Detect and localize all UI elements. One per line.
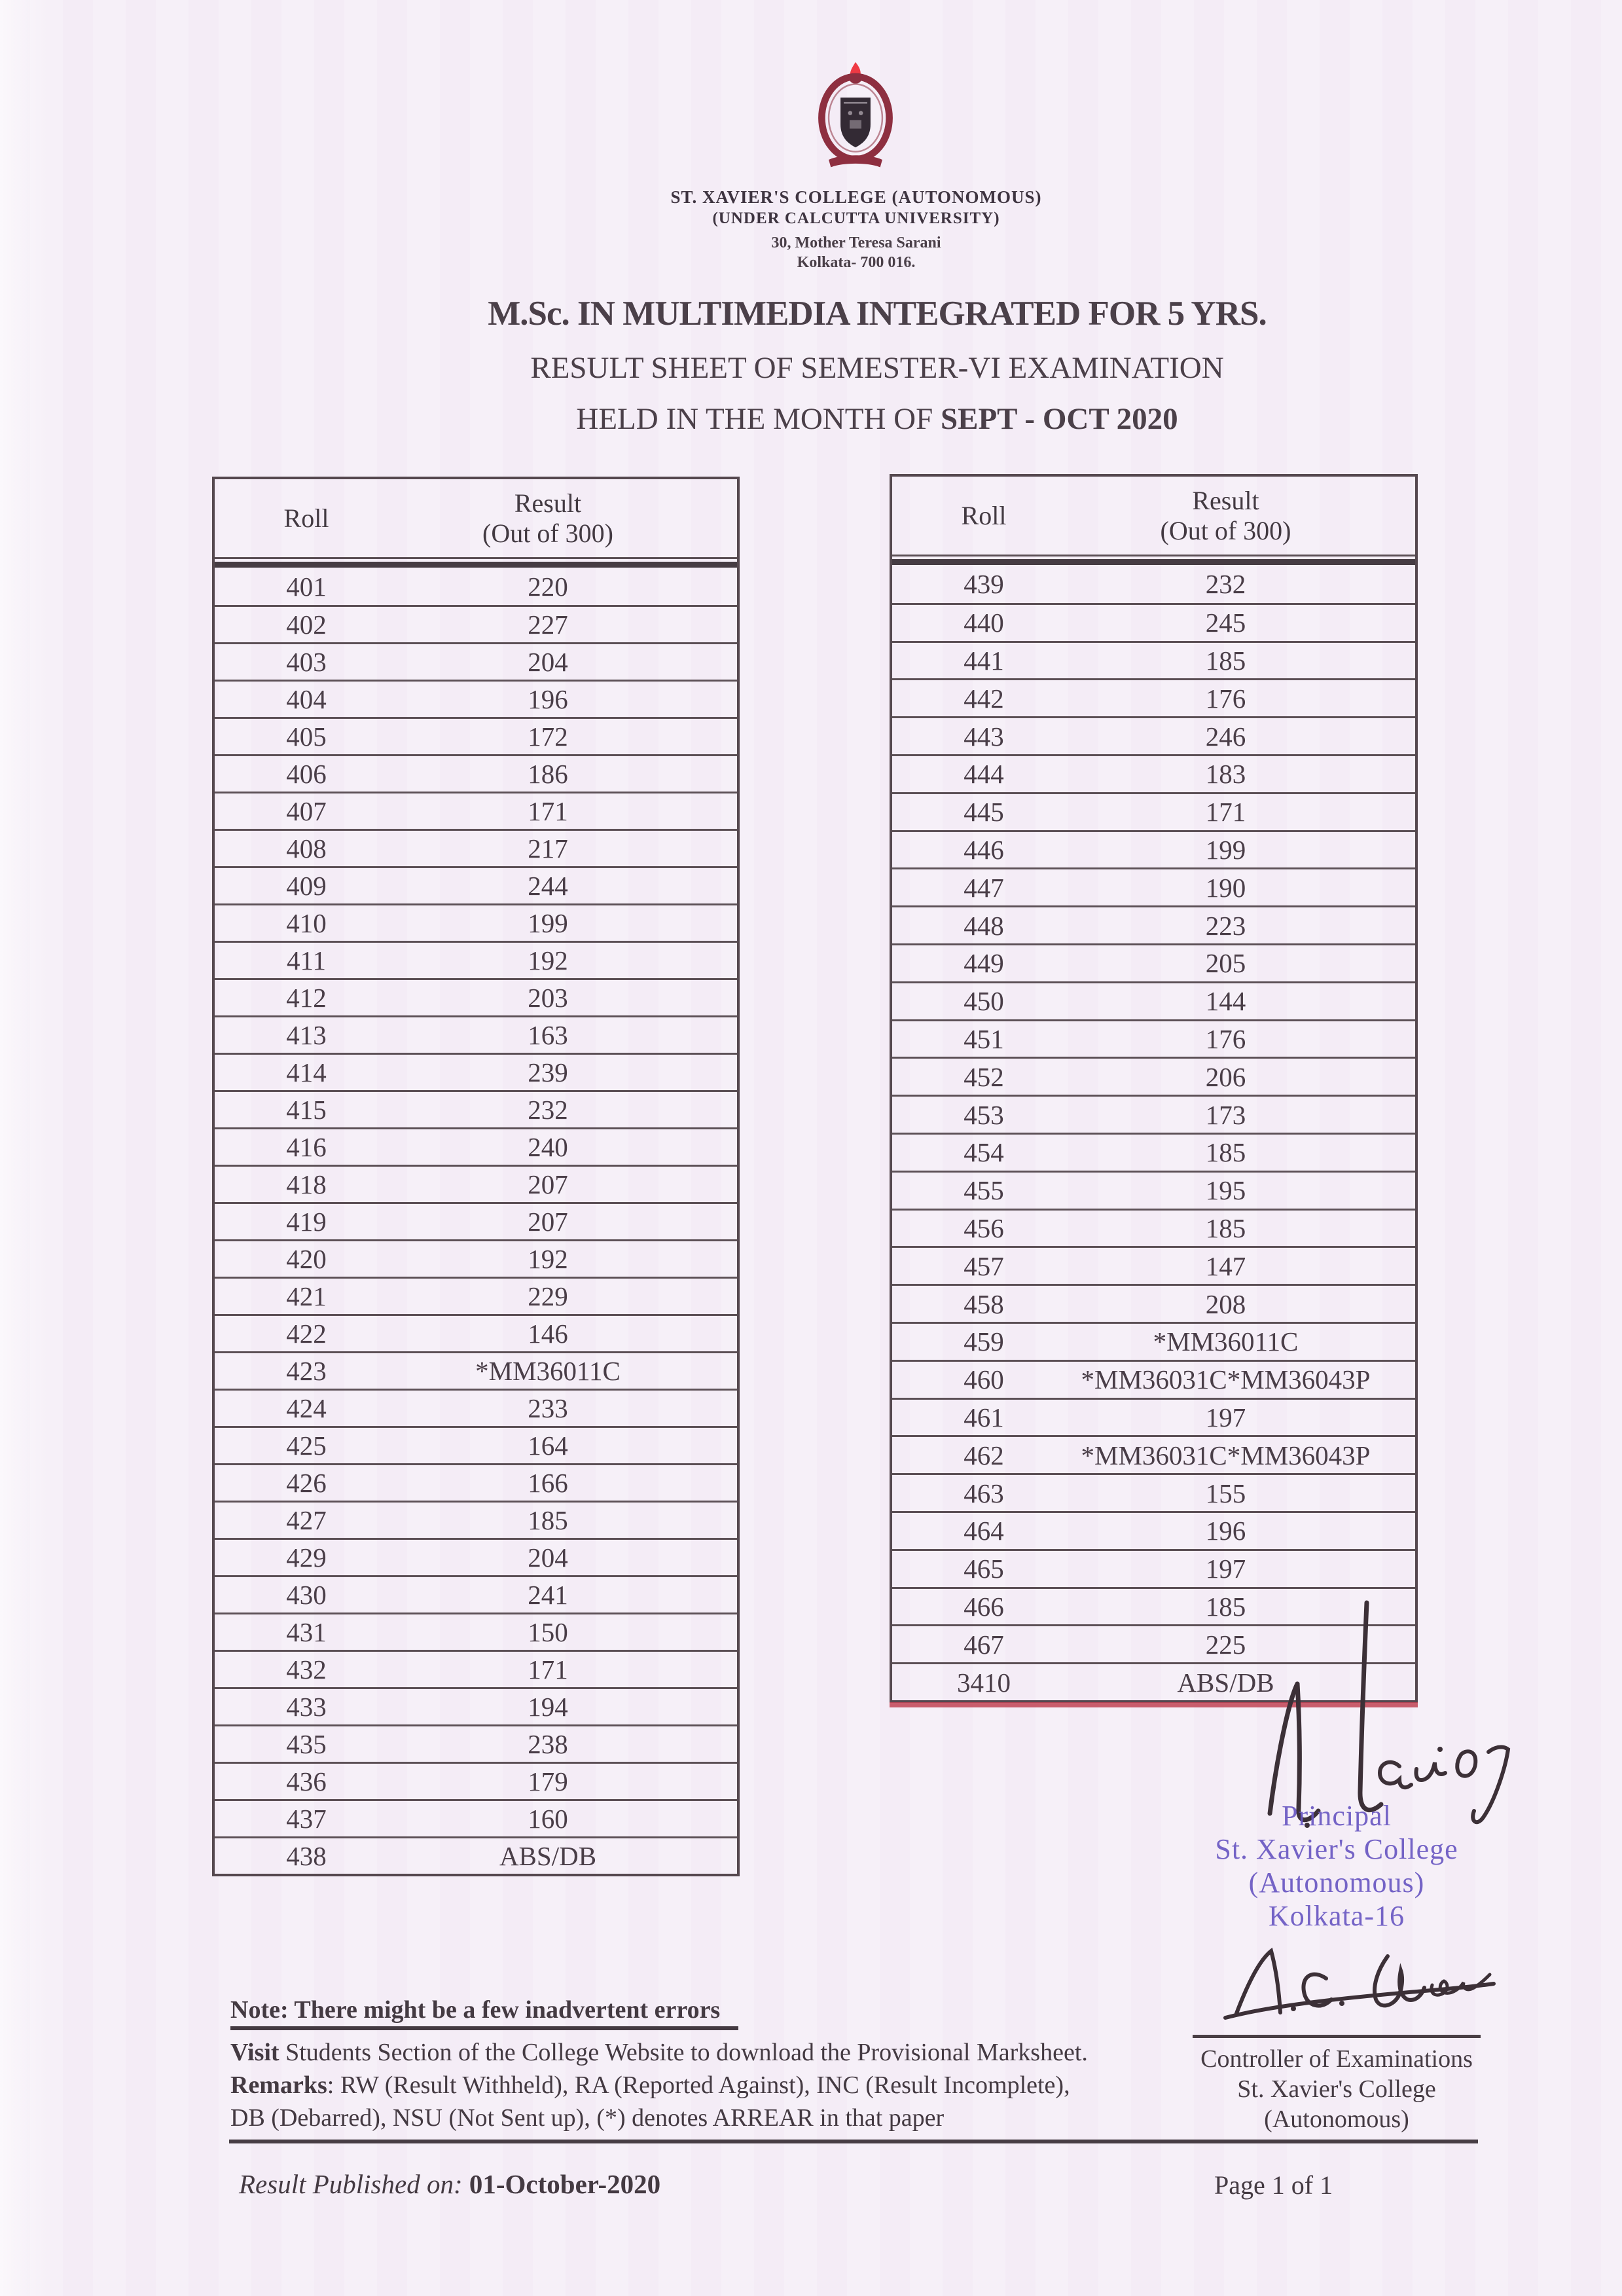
note-visit-line <box>230 2036 1278 2069</box>
result-cell: 199 <box>528 908 568 938</box>
held-month: SEPT - OCT 2020 <box>940 402 1178 436</box>
table-row <box>215 1836 737 1874</box>
table-row <box>215 1053 737 1090</box>
roll-cell: 442 <box>964 683 1004 714</box>
roll-cell: 418 <box>286 1169 327 1199</box>
table-row <box>892 1398 1415 1436</box>
college-address-line2: Kolkata- 700 016. <box>797 254 916 271</box>
roll-cell: 438 <box>286 1841 327 1871</box>
roll-cell: 467 <box>964 1629 1004 1660</box>
result-cell: 176 <box>1205 683 1246 714</box>
roll-cell: 437 <box>286 1804 327 1834</box>
result-cell: 205 <box>1205 948 1246 979</box>
roll-cell: 416 <box>286 1132 327 1162</box>
roll-cell: 413 <box>286 1020 327 1050</box>
roll-cell: 431 <box>286 1617 327 1647</box>
result-cell: 194 <box>528 1692 568 1722</box>
roll-cell: 459 <box>964 1326 1004 1357</box>
result-cell: 208 <box>1205 1288 1246 1319</box>
result-cell: 197 <box>1205 1554 1246 1584</box>
remarks-bold: Remarks <box>230 2071 327 2099</box>
table-row <box>215 1613 737 1650</box>
table-row <box>892 943 1415 981</box>
table-row <box>215 1165 737 1202</box>
roll-cell: 425 <box>286 1430 327 1461</box>
roll-cell: 411 <box>287 945 326 975</box>
table-row <box>215 605 737 642</box>
roll-cell: 461 <box>964 1402 1004 1432</box>
result-cell: 164 <box>528 1430 568 1461</box>
table-row <box>215 642 737 680</box>
table-row <box>892 641 1415 679</box>
published-date: 01-October-2020 <box>469 2169 661 2199</box>
roll-cell: 419 <box>286 1207 327 1237</box>
roll-cell: 405 <box>286 721 327 752</box>
table-row <box>215 941 737 978</box>
result-cell: 160 <box>528 1804 568 1834</box>
result-cell: 203 <box>528 983 568 1013</box>
roll-cell: 466 <box>964 1591 1004 1622</box>
result-cell: ABS/DB <box>1177 1667 1274 1698</box>
roll-cell: 433 <box>286 1692 327 1722</box>
result-cell: 144 <box>1205 986 1246 1017</box>
table-row <box>215 1575 737 1613</box>
roll-cell: 443 <box>964 721 1004 752</box>
roll-cell: 445 <box>964 797 1004 828</box>
result-cell: 183 <box>1205 759 1246 790</box>
college-name: ST. XAVIER'S COLLEGE (AUTONOMOUS) <box>670 187 1042 207</box>
result-cell: 195 <box>1205 1175 1246 1206</box>
table-row <box>892 1019 1415 1057</box>
page-indicator: Page 1 of 1 <box>1214 2170 1333 2200</box>
stamp-autonomous: (Autonomous) <box>1248 1867 1425 1899</box>
roll-cell: 454 <box>964 1137 1004 1168</box>
roll-cell: 414 <box>286 1057 327 1087</box>
roll-cell: 462 <box>964 1440 1004 1470</box>
controller-college: St. Xavier's College <box>1237 2075 1436 2103</box>
header-separator <box>892 559 1415 565</box>
result-cell: 227 <box>528 610 568 640</box>
roll-cell: 403 <box>286 647 327 677</box>
result-cell: 185 <box>1205 645 1246 676</box>
table-row <box>892 754 1415 792</box>
roll-cell: 423 <box>286 1356 327 1386</box>
exam-held-line <box>134 401 1620 437</box>
roll-cell: 441 <box>964 645 1004 676</box>
result-cell: 217 <box>528 833 568 864</box>
stamp-college: St. Xavier's College <box>1215 1833 1458 1865</box>
table-row <box>215 568 737 605</box>
roll-cell: 452 <box>964 1061 1004 1092</box>
roll-cell: 415 <box>286 1095 327 1125</box>
table-row <box>892 981 1415 1019</box>
document-titles <box>134 293 1620 437</box>
table-row <box>215 829 737 866</box>
table-row <box>215 754 737 792</box>
table-row <box>215 1501 737 1538</box>
result-cell: 171 <box>528 1654 568 1685</box>
table-row <box>215 1090 737 1127</box>
sheet-title: RESULT SHEET OF SEMESTER-VI EXAMINATION <box>530 351 1224 385</box>
table-row <box>215 903 737 941</box>
table-row <box>215 792 737 829</box>
table-row <box>892 1284 1415 1322</box>
result-header-label: Result <box>514 488 582 518</box>
result-cell: 185 <box>528 1505 568 1535</box>
result-cell: 185 <box>1205 1137 1246 1168</box>
table-row <box>215 866 737 903</box>
table-row <box>892 867 1415 905</box>
result-cell: 179 <box>528 1766 568 1796</box>
college-crest-icon <box>806 59 905 172</box>
result-cell: 223 <box>1205 910 1246 941</box>
roll-cell: 455 <box>964 1175 1004 1206</box>
roll-column-header: Roll <box>283 503 329 533</box>
roll-cell: 456 <box>964 1212 1004 1243</box>
roll-cell: 402 <box>286 610 327 640</box>
table-body <box>215 568 737 1874</box>
roll-cell: 429 <box>286 1542 327 1573</box>
result-cell: *MM36031C*MM36043P <box>1081 1364 1371 1395</box>
table-row <box>892 1360 1415 1398</box>
result-cell: 171 <box>1205 797 1246 828</box>
result-cell: 147 <box>1205 1250 1246 1281</box>
result-cell: 233 <box>528 1393 568 1423</box>
table-row <box>892 1549 1415 1587</box>
table-row <box>892 830 1415 868</box>
result-cell: 166 <box>528 1468 568 1498</box>
roll-cell: 460 <box>964 1364 1004 1395</box>
result-cell: 173 <box>1205 1099 1246 1130</box>
table-row <box>892 905 1415 943</box>
table-header <box>892 477 1415 556</box>
note-remarks-line2: DB (Debarred), NSU (Not Sent up), (*) denotes ARREAR in that paper <box>230 2104 945 2132</box>
roll-cell: 426 <box>286 1468 327 1498</box>
college-header <box>64 186 1622 272</box>
stamp-title: Principal <box>1282 1800 1392 1832</box>
published-line <box>239 2168 660 2200</box>
result-cell: 199 <box>1205 834 1246 865</box>
result-cell: *MM36011C <box>1153 1326 1299 1357</box>
college-address-line1: 30, Mother Teresa Sarani <box>771 234 941 251</box>
result-cell: *MM36031C*MM36043P <box>1081 1440 1371 1470</box>
roll-cell: 450 <box>964 986 1004 1017</box>
table-row <box>215 1015 737 1053</box>
result-cell: 241 <box>528 1580 568 1610</box>
roll-cell: 446 <box>964 834 1004 865</box>
table-row <box>215 1239 737 1277</box>
result-cell: 155 <box>1205 1478 1246 1508</box>
roll-cell: 444 <box>964 759 1004 790</box>
result-cell: 192 <box>528 945 568 975</box>
table-row <box>215 1277 737 1314</box>
program-title: M.Sc. IN MULTIMEDIA INTEGRATED FOR 5 YRS. <box>488 295 1267 333</box>
result-cell: 240 <box>528 1132 568 1162</box>
table-row <box>215 1389 737 1426</box>
roll-cell: 453 <box>964 1099 1004 1130</box>
roll-cell: 409 <box>286 871 327 901</box>
roll-cell: 412 <box>286 983 327 1013</box>
header-separator <box>215 562 737 568</box>
roll-cell: 449 <box>964 948 1004 979</box>
result-cell: 204 <box>528 1542 568 1573</box>
roll-cell: 457 <box>964 1250 1004 1281</box>
roll-cell: 407 <box>286 796 327 826</box>
results-table-right <box>890 474 1418 1703</box>
result-cell: 232 <box>528 1095 568 1125</box>
roll-cell: 408 <box>286 833 327 864</box>
result-cell: 186 <box>528 759 568 789</box>
result-header-label: Result <box>1192 485 1259 515</box>
result-cell: 190 <box>1205 872 1246 903</box>
result-cell: 185 <box>1205 1212 1246 1243</box>
table-row <box>215 1650 737 1687</box>
table-row <box>892 1133 1415 1171</box>
roll-cell: 463 <box>964 1478 1004 1508</box>
table-row <box>892 1511 1415 1549</box>
result-cell: 192 <box>528 1244 568 1274</box>
roll-cell: 439 <box>964 568 1004 599</box>
roll-cell: 427 <box>286 1505 327 1535</box>
table-row <box>892 1473 1415 1511</box>
result-column-header <box>398 479 737 557</box>
result-cell: *MM36011C <box>475 1356 621 1386</box>
result-cell: ABS/DB <box>499 1841 597 1871</box>
roll-cell: 421 <box>286 1281 327 1311</box>
table-row <box>892 565 1415 603</box>
table-row <box>892 1171 1415 1209</box>
result-cell: 232 <box>1205 568 1246 599</box>
roll-cell: 458 <box>964 1288 1004 1319</box>
result-cell: 163 <box>528 1020 568 1050</box>
visit-rest: Students Section of the College Website to download the Provisional Marksheet. <box>279 2039 1088 2066</box>
result-cell: 244 <box>528 871 568 901</box>
result-cell: 245 <box>1205 608 1246 638</box>
table-row <box>892 1246 1415 1284</box>
table-row <box>215 1538 737 1575</box>
table-row <box>892 678 1415 716</box>
table-row <box>892 1057 1415 1095</box>
roll-cell: 448 <box>964 910 1004 941</box>
table-row <box>215 680 737 717</box>
table-row <box>215 1724 737 1762</box>
roll-cell: 432 <box>286 1654 327 1685</box>
roll-cell: 410 <box>286 908 327 938</box>
results-table-left <box>212 477 740 1876</box>
result-cell: 176 <box>1205 1023 1246 1054</box>
table-row <box>215 1351 737 1389</box>
roll-cell: 464 <box>964 1516 1004 1546</box>
table-row <box>215 1799 737 1836</box>
principal-signature <box>1231 1597 1519 1833</box>
roll-cell: 401 <box>286 571 327 602</box>
table-row <box>892 716 1415 754</box>
published-label: Result Published on: <box>239 2169 469 2199</box>
table-row <box>215 1463 737 1501</box>
roll-cell: 465 <box>964 1554 1004 1584</box>
table-row <box>215 1202 737 1239</box>
result-header-sublabel: (Out of 300) <box>482 518 613 548</box>
result-cell: 207 <box>528 1207 568 1237</box>
result-cell: 229 <box>528 1281 568 1311</box>
controller-title: Controller of Examinations <box>1200 2045 1473 2073</box>
roll-cell: 430 <box>286 1580 327 1610</box>
result-cell: 238 <box>528 1729 568 1759</box>
table-row <box>215 1762 737 1799</box>
table-row <box>892 1435 1415 1473</box>
result-cell: 239 <box>528 1057 568 1087</box>
roll-cell: 420 <box>286 1244 327 1274</box>
table-body <box>892 565 1415 1700</box>
result-cell: 220 <box>528 571 568 602</box>
result-cell: 185 <box>1205 1591 1246 1622</box>
remarks-rest: : RW (Result Withheld), RA (Reported Against), INC (Result Incomplete), <box>327 2071 1070 2099</box>
roll-cell: 451 <box>964 1023 1004 1054</box>
table-row <box>892 792 1415 830</box>
result-cell: 171 <box>528 796 568 826</box>
roll-cell: 406 <box>286 759 327 789</box>
table-row <box>215 1314 737 1351</box>
table-header <box>215 479 737 559</box>
roll-cell: 424 <box>286 1393 327 1423</box>
result-column-header <box>1075 477 1415 555</box>
result-cell: 246 <box>1205 721 1246 752</box>
table-row <box>892 1322 1415 1360</box>
controller-autonomous: (Autonomous) <box>1264 2105 1409 2133</box>
college-affiliation: (UNDER CALCUTTA UNIVERSITY) <box>712 210 1000 227</box>
roll-cell: 440 <box>964 608 1004 638</box>
footer-divider <box>229 2140 1478 2143</box>
roll-column-header: Roll <box>961 501 1007 530</box>
result-cell: 197 <box>1205 1402 1246 1432</box>
roll-cell: 404 <box>286 684 327 714</box>
roll-cell: 436 <box>286 1766 327 1796</box>
table-row <box>892 1209 1415 1247</box>
result-cell: 150 <box>528 1617 568 1647</box>
visit-bold: Visit <box>230 2039 279 2066</box>
held-prefix: HELD IN THE MONTH OF <box>576 402 941 436</box>
result-cell: 207 <box>528 1169 568 1199</box>
result-cell: 146 <box>528 1319 568 1349</box>
result-cell: 204 <box>528 647 568 677</box>
table-row <box>215 1127 737 1165</box>
notes-section <box>230 1995 1278 2134</box>
result-cell: 196 <box>528 684 568 714</box>
result-cell: 206 <box>1205 1061 1246 1092</box>
roll-cell: 3410 <box>957 1667 1011 1698</box>
note-remarks-line <box>230 2069 1278 2102</box>
principal-stamp <box>1140 1799 1533 1933</box>
table-row <box>215 978 737 1015</box>
result-cell: 196 <box>1205 1516 1246 1546</box>
result-cell: 172 <box>528 721 568 752</box>
result-header-sublabel: (Out of 300) <box>1160 515 1291 545</box>
table-row <box>215 1426 737 1463</box>
stamp-city: Kolkata-16 <box>1269 1900 1405 1932</box>
table-row <box>892 603 1415 641</box>
roll-cell: 447 <box>964 872 1004 903</box>
table-row <box>892 1095 1415 1133</box>
note-heading: Note: There might be a few inadvertent errors <box>230 1995 738 2030</box>
roll-cell: 422 <box>286 1319 327 1349</box>
table-row <box>215 717 737 754</box>
roll-cell: 435 <box>286 1729 327 1759</box>
result-cell: 225 <box>1205 1629 1246 1660</box>
table-row <box>215 1687 737 1724</box>
